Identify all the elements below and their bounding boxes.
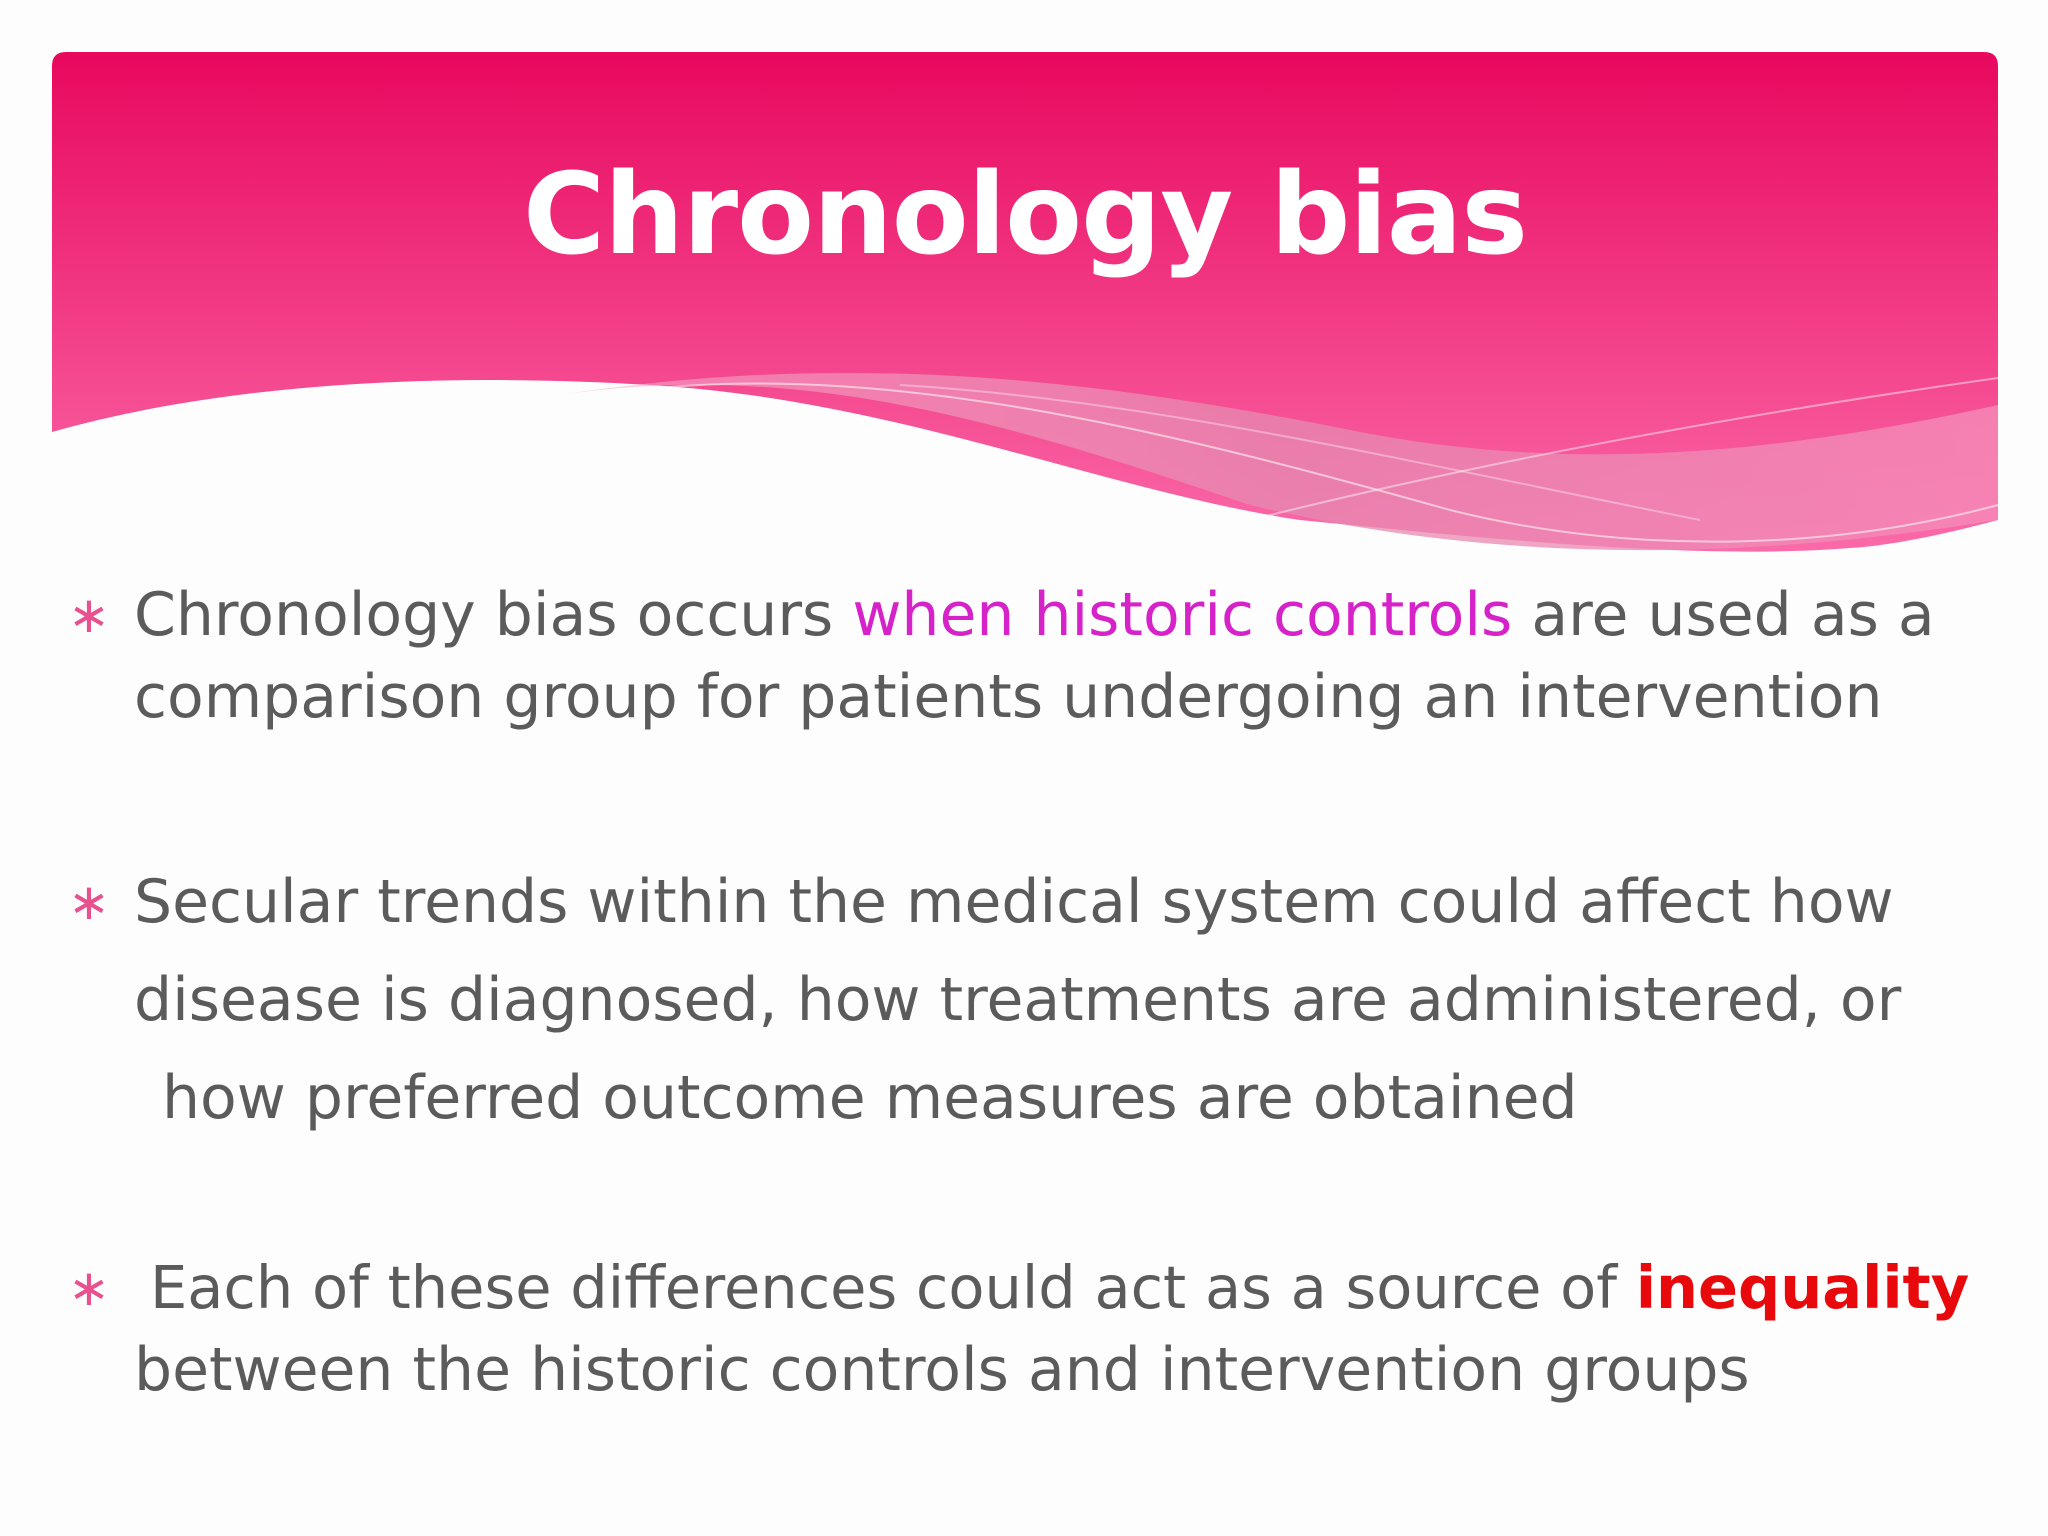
slide-title: Chronology bias <box>522 150 1528 280</box>
bullet-text-2 <box>134 853 1994 1147</box>
bullet-marker-icon: ∗ <box>68 873 110 931</box>
bullet-text-3 <box>134 1247 1994 1411</box>
bullet-3-prefix: Each of these differences could act as a source of <box>150 1253 1636 1322</box>
bullet-marker-icon: ∗ <box>68 586 110 644</box>
bullet-1-line-1 <box>134 574 1994 656</box>
bullet-3-line-1 <box>134 1247 1994 1329</box>
bullet-2-line-3: how preferred outcome measures are obtained <box>162 1063 1578 1133</box>
bullet-1-line-2: comparison group for patients undergoing an intervention <box>134 662 1883 732</box>
highlight-historic-controls: when historic controls <box>852 580 1513 650</box>
bullet-3-line-2: between the historic controls and intervention groups <box>134 1335 1750 1405</box>
highlight-inequality: inequality <box>1635 1253 1970 1322</box>
bullet-text-1 <box>134 574 1994 738</box>
bullet-marker-icon: ∗ <box>68 1259 110 1317</box>
header-banner <box>0 0 2048 600</box>
bullet-2-line-1: Secular trends within the medical system could affect how <box>134 867 1894 937</box>
bullet-2-line-2: disease is diagnosed, how treatments are administered, or <box>134 965 1902 1035</box>
bullet-1-suffix: are used as a <box>1512 580 1935 650</box>
bullet-1-prefix: Chronology bias occurs <box>134 580 853 650</box>
